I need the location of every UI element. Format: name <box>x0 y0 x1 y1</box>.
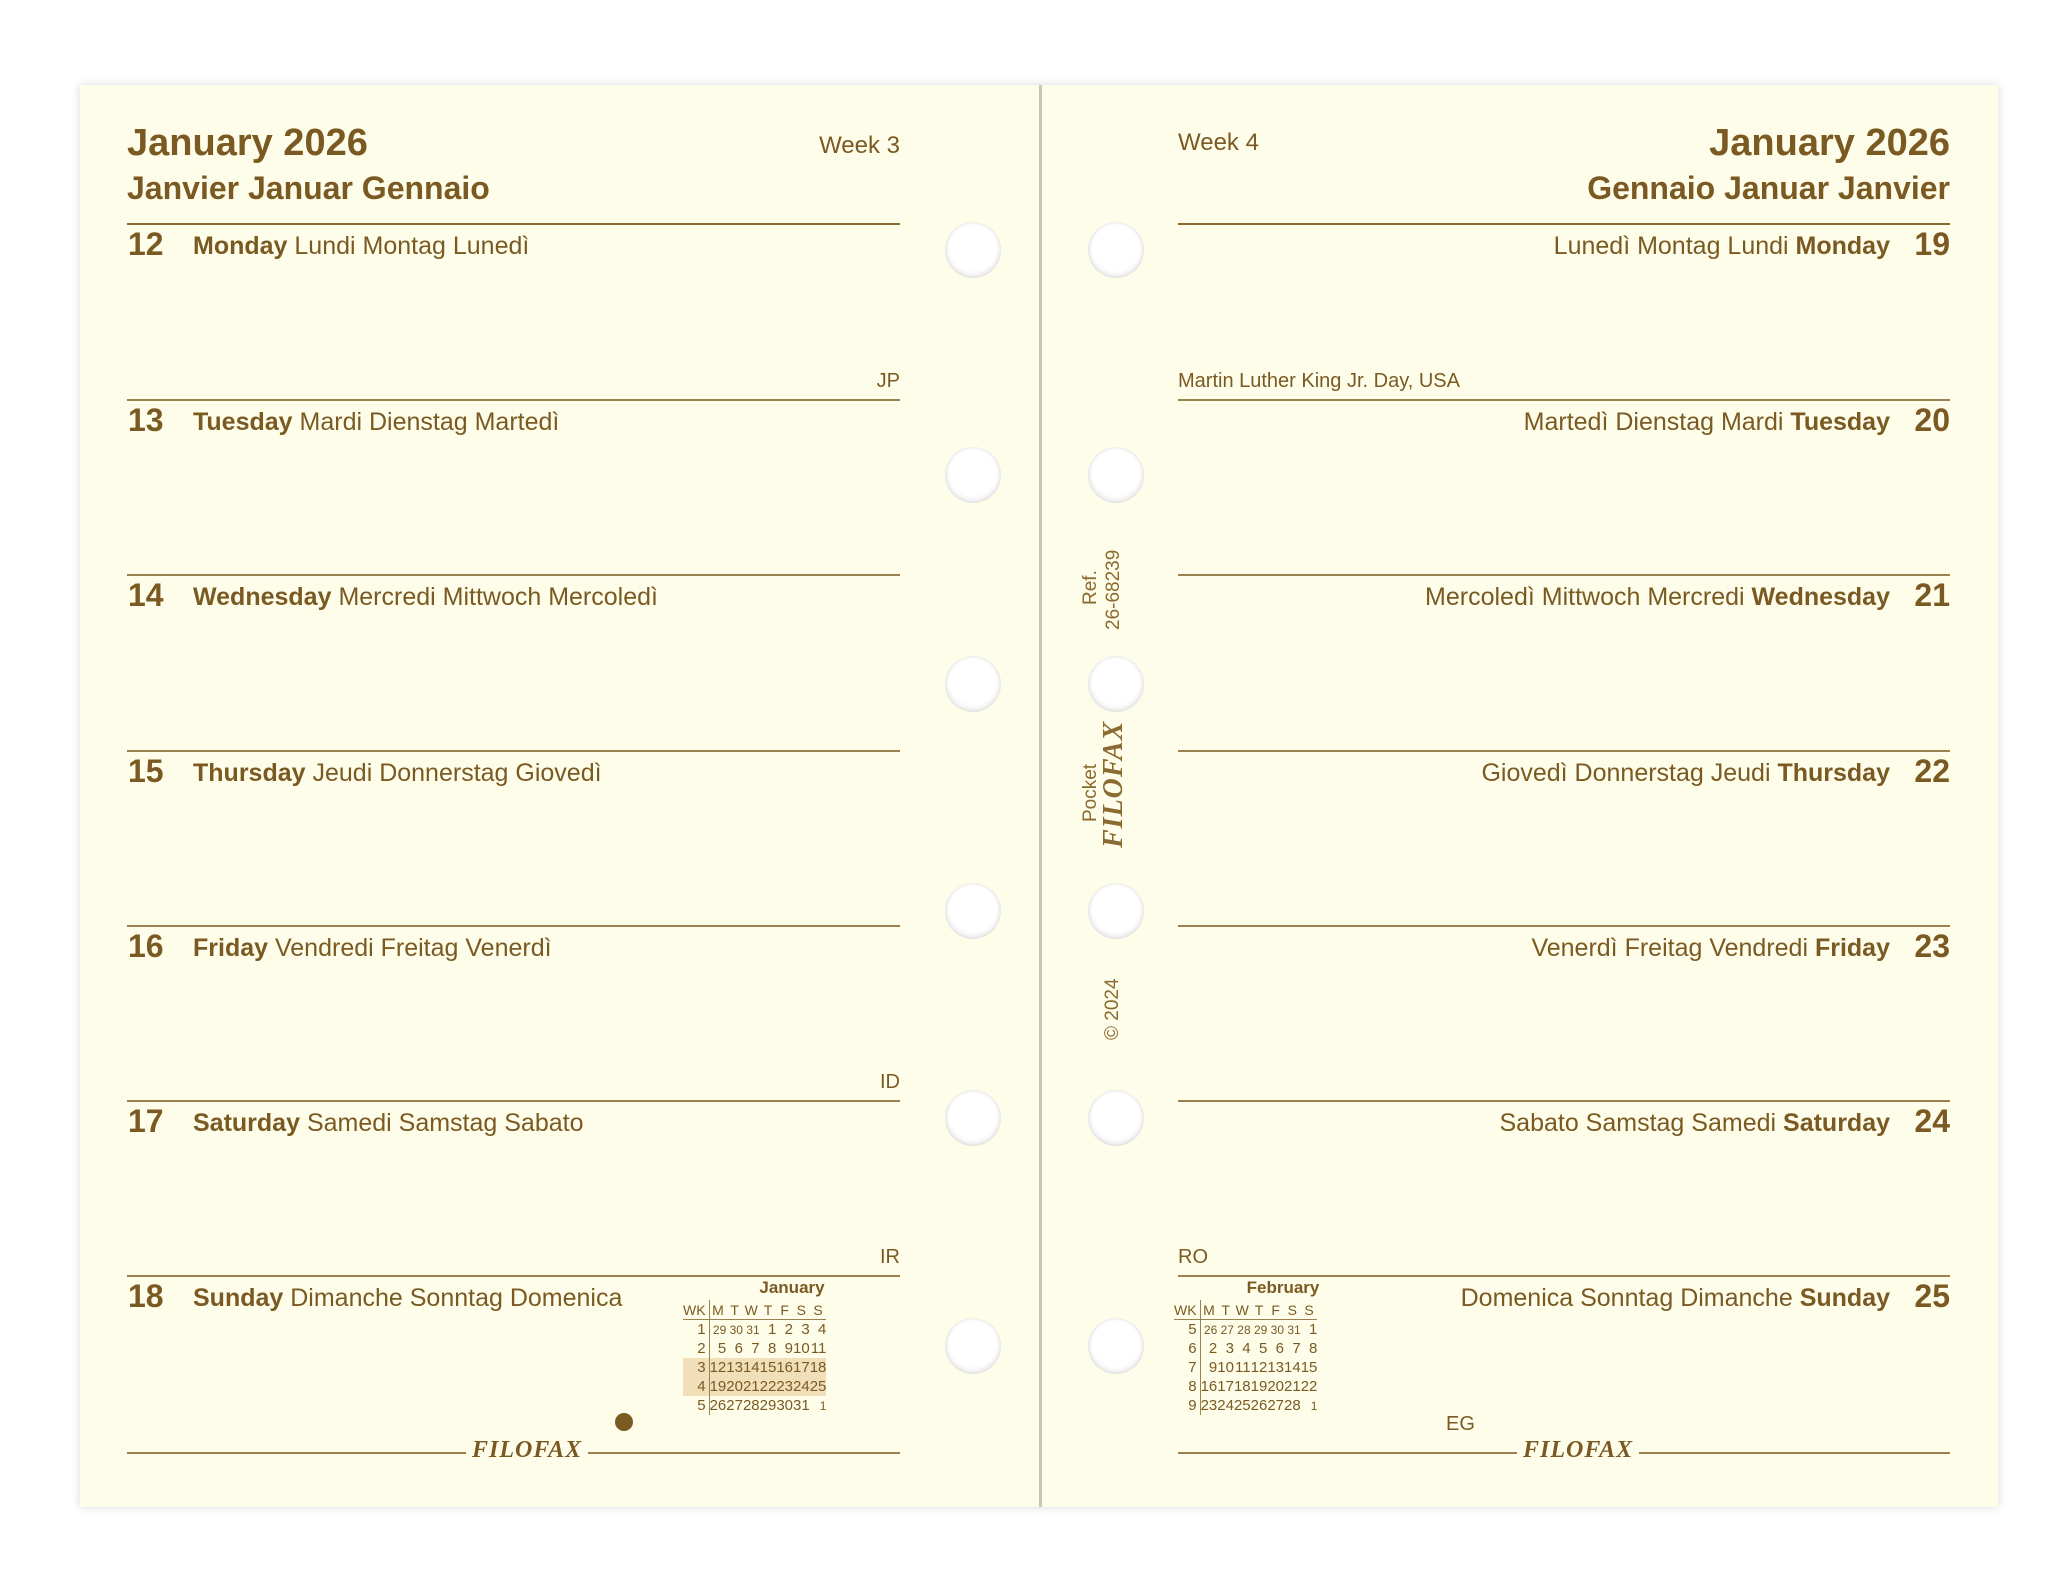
day-number: 21 <box>1914 577 1950 613</box>
date-cell: 21 <box>742 1378 760 1395</box>
date-cell: 16 <box>776 1359 793 1376</box>
day-number: 16 <box>128 928 164 964</box>
page-spine <box>1039 85 1042 1507</box>
day-divider <box>127 1100 900 1102</box>
day-name-english: Saturday <box>1783 1109 1890 1137</box>
day-name-english: Wednesday <box>1751 583 1890 611</box>
date-cell: 14 <box>1284 1359 1301 1376</box>
date-cell: 1 <box>1309 1321 1318 1338</box>
date-cell: 19 <box>709 1378 727 1395</box>
left-month-translations: Janvier Januar Gennaio <box>127 170 490 206</box>
weekday-header: W <box>1235 1301 1249 1318</box>
date-cell: 5 <box>717 1340 727 1357</box>
date-cell: 3 <box>1225 1340 1234 1357</box>
date-cell: 12 <box>1250 1359 1268 1376</box>
day-number: 23 <box>1914 928 1950 964</box>
weekday-header: T <box>760 1300 777 1320</box>
day-name-translations: Lundi Montag Lunedì <box>294 232 530 260</box>
date-cell: 30 <box>729 1322 743 1337</box>
day-name-english: Monday <box>193 232 288 260</box>
day-note: IR <box>880 1246 900 1268</box>
day-name-english: Thursday <box>193 759 306 787</box>
day-name-translations: Jeudi Donnerstag Giovedì <box>312 759 602 787</box>
day-divider <box>1178 399 1950 401</box>
day-name-translations: Lunedì Montag Lundi <box>1553 232 1789 260</box>
day-name-translations: Mardi Dienstag Martedì <box>299 408 560 436</box>
weekday-header: F <box>776 1300 793 1320</box>
date-cell: 10 <box>793 1340 810 1357</box>
week-number: 5 <box>1174 1320 1200 1340</box>
date-cell: 1 <box>819 1398 827 1413</box>
binder-hole <box>945 1318 1001 1374</box>
weekday-header: S <box>793 1300 810 1320</box>
day-name-english: Tuesday <box>1790 408 1890 436</box>
day-number: 24 <box>1914 1103 1950 1139</box>
day-number: 12 <box>128 226 164 262</box>
spine-ref-number: 26-68239 <box>1103 549 1124 630</box>
mini-calendar-week-highlighted <box>683 1358 826 1377</box>
day-name-row <box>193 759 602 788</box>
day-number: 19 <box>1914 226 1950 262</box>
day-name-english: Saturday <box>193 1109 300 1137</box>
day-divider <box>1178 1275 1950 1277</box>
binder-hole <box>945 222 1001 278</box>
day-name-english: Tuesday <box>193 408 293 436</box>
date-cell: 26 <box>709 1397 727 1414</box>
mini-calendar-week-highlighted <box>683 1377 826 1396</box>
date-cell: 4 <box>818 1321 827 1338</box>
wk-header: WK <box>1174 1300 1200 1320</box>
day-note: EG <box>1446 1413 1475 1435</box>
day-divider <box>127 925 900 927</box>
date-cell: 4 <box>1242 1340 1251 1357</box>
date-cell: 29 <box>759 1397 777 1414</box>
week-number: 2 <box>683 1339 709 1358</box>
mini-calendar-week <box>683 1320 826 1340</box>
mini-calendar-grid <box>1174 1300 1317 1415</box>
date-cell: 7 <box>751 1340 760 1357</box>
date-cell: 27 <box>726 1397 743 1414</box>
mini-calendar-week <box>1174 1377 1317 1396</box>
mini-calendar-week <box>1174 1396 1317 1415</box>
weekday-header: M <box>1200 1300 1217 1320</box>
day-note: ID <box>880 1071 900 1093</box>
date-cell: 11 <box>1235 1359 1251 1376</box>
date-cell: 30 <box>776 1397 793 1414</box>
date-cell: 17 <box>1217 1378 1234 1395</box>
weekday-header: F <box>1267 1300 1284 1320</box>
date-cell: 26 <box>1203 1322 1218 1337</box>
right-month-translations: Gennaio Januar Janvier <box>1587 170 1950 206</box>
right-footer-logo: FILOFAX <box>1517 1437 1639 1464</box>
date-cell: 25 <box>809 1378 827 1395</box>
day-name-row <box>1180 232 1890 261</box>
day-number: 22 <box>1914 753 1950 789</box>
day-divider <box>1178 1100 1950 1102</box>
week-number: 6 <box>1174 1339 1200 1358</box>
date-cell: 22 <box>759 1378 777 1395</box>
date-cell: 26 <box>1250 1397 1268 1414</box>
date-cell: 15 <box>759 1359 777 1376</box>
date-cell: 27 <box>1267 1397 1284 1414</box>
weekday-header: T <box>726 1300 743 1320</box>
day-name-translations: Martedì Dienstag Mardi <box>1523 408 1784 436</box>
day-name-english: Thursday <box>1777 759 1890 787</box>
date-cell: 31 <box>746 1322 760 1337</box>
date-cell: 3 <box>801 1321 810 1338</box>
day-name-english: Friday <box>1814 934 1890 962</box>
day-name-row <box>1180 1109 1890 1138</box>
date-cell: 9 <box>784 1340 793 1357</box>
page-marker-dot <box>615 1413 633 1431</box>
day-name-row <box>193 934 552 963</box>
mini-calendar-header <box>1174 1300 1317 1320</box>
day-name-row <box>1180 759 1890 788</box>
day-note: Martin Luther King Jr. Day, USA <box>1178 370 1460 392</box>
spine-product: Pocket <box>1080 763 1101 822</box>
day-name-english: Sunday <box>1799 1284 1890 1312</box>
weekday-header: S <box>1284 1300 1301 1320</box>
date-cell: 23 <box>1200 1397 1218 1414</box>
day-divider <box>1178 574 1950 576</box>
wk-header: WK <box>683 1300 709 1320</box>
weekday-header: W <box>744 1301 758 1318</box>
date-cell: 1 <box>1310 1398 1318 1413</box>
date-cell: 24 <box>793 1378 810 1395</box>
date-cell: 2 <box>784 1321 793 1338</box>
day-divider <box>1178 925 1950 927</box>
binder-hole <box>945 883 1001 939</box>
date-cell: 31 <box>1287 1322 1301 1337</box>
day-name-translations: Vendredi Freitag Venerdì <box>274 934 552 962</box>
date-cell: 11 <box>810 1340 827 1357</box>
day-note: JP <box>876 370 900 392</box>
mini-calendar-week <box>683 1339 826 1358</box>
day-name-translations: Venerdì Freitag Vendredi <box>1531 934 1809 962</box>
day-name-row <box>193 1109 584 1138</box>
date-cell: 6 <box>734 1340 743 1357</box>
day-divider <box>127 750 900 752</box>
left-month-title: January 2026 <box>127 122 368 164</box>
day-name-row <box>193 232 529 261</box>
day-name-translations: Giovedì Donnerstag Jeudi <box>1481 759 1771 787</box>
date-cell: 16 <box>1200 1378 1218 1395</box>
day-name-translations: Mercoledì Mittwoch Mercredi <box>1425 583 1745 611</box>
date-cell: 29 <box>1253 1322 1268 1337</box>
spine-copyright: © 2024 <box>1102 978 1123 1040</box>
day-number: 17 <box>128 1103 164 1139</box>
right-month-title: January 2026 <box>1709 122 1950 164</box>
week-number: 1 <box>683 1320 709 1340</box>
mini-calendar-title: January <box>759 1278 825 1297</box>
day-number: 25 <box>1914 1278 1950 1314</box>
date-cell: 8 <box>767 1340 777 1357</box>
week-number: 5 <box>683 1396 709 1415</box>
date-cell: 25 <box>1233 1397 1251 1414</box>
day-name-row <box>1180 583 1890 612</box>
date-cell: 13 <box>1267 1359 1284 1376</box>
binder-hole <box>945 1090 1001 1146</box>
day-number: 20 <box>1914 402 1950 438</box>
day-name-row <box>1180 408 1890 437</box>
binder-hole <box>1088 1318 1144 1374</box>
date-cell: 28 <box>1284 1397 1301 1414</box>
mini-calendar-week <box>683 1396 826 1415</box>
day-number: 13 <box>128 402 164 438</box>
date-cell: 20 <box>1267 1378 1284 1395</box>
day-divider <box>127 1275 900 1277</box>
binder-hole <box>945 447 1001 503</box>
spine-ref-label: Ref. <box>1080 570 1101 605</box>
date-cell: 1 <box>767 1321 777 1338</box>
week-number: 9 <box>1174 1396 1200 1415</box>
day-name-translations: Samedi Samstag Sabato <box>306 1109 584 1137</box>
mini-calendar-title: February <box>1246 1278 1320 1297</box>
day-name-english: Wednesday <box>193 583 332 611</box>
date-cell: 23 <box>776 1378 793 1395</box>
date-cell: 17 <box>793 1359 810 1376</box>
date-cell: 18 <box>1233 1378 1251 1395</box>
day-name-row <box>1180 934 1890 963</box>
week-number: 4 <box>683 1377 709 1396</box>
date-cell: 18 <box>809 1359 827 1376</box>
date-cell: 2 <box>1208 1340 1218 1357</box>
binder-hole <box>1088 1090 1144 1146</box>
weekday-header: S <box>1301 1300 1318 1320</box>
day-divider <box>127 574 900 576</box>
weekday-header: S <box>810 1300 827 1320</box>
date-cell: 5 <box>1258 1340 1268 1357</box>
day-name-row <box>193 408 559 437</box>
date-cell: 9 <box>1208 1359 1218 1376</box>
date-cell: 29 <box>712 1322 727 1337</box>
date-cell: 21 <box>1284 1378 1301 1395</box>
day-name-english: Sunday <box>193 1284 284 1312</box>
right-header-rule <box>1178 223 1950 225</box>
left-week-label: Week 3 <box>819 132 900 159</box>
date-cell: 24 <box>1217 1397 1234 1414</box>
binder-hole <box>945 656 1001 712</box>
binder-hole <box>1088 222 1144 278</box>
day-name-row <box>193 1284 622 1313</box>
date-cell: 27 <box>1220 1322 1234 1337</box>
left-header-rule <box>127 223 900 225</box>
day-note: RO <box>1178 1246 1208 1268</box>
day-name-translations: Domenica Sonntag Dimanche <box>1460 1284 1793 1312</box>
date-cell: 22 <box>1300 1378 1318 1395</box>
day-number: 14 <box>128 577 164 613</box>
date-cell: 6 <box>1275 1340 1284 1357</box>
date-cell: 19 <box>1250 1378 1268 1395</box>
date-cell: 15 <box>1300 1359 1318 1376</box>
mini-calendar-week <box>1174 1320 1317 1340</box>
mini-calendar-header <box>683 1300 826 1320</box>
date-cell: 28 <box>1237 1322 1251 1337</box>
right-week-label: Week 4 <box>1178 129 1259 156</box>
left-footer-logo: FILOFAX <box>466 1437 588 1464</box>
date-cell: 7 <box>1292 1340 1301 1357</box>
day-name-translations: Sabato Samstag Samedi <box>1499 1109 1777 1137</box>
day-name-translations: Dimanche Sonntag Domenica <box>290 1284 623 1312</box>
date-cell: 8 <box>1309 1340 1318 1357</box>
date-cell: 28 <box>742 1397 760 1414</box>
mini-calendar-week <box>1174 1339 1317 1358</box>
weekday-header: T <box>1251 1300 1268 1320</box>
day-name-english: Monday <box>1795 232 1890 260</box>
day-name-english: Friday <box>193 934 269 962</box>
mini-calendar-grid <box>683 1300 826 1415</box>
binder-hole <box>1088 883 1144 939</box>
date-cell: 12 <box>709 1359 727 1376</box>
date-cell: 10 <box>1217 1359 1234 1376</box>
day-number: 15 <box>128 753 164 789</box>
week-number: 3 <box>683 1358 709 1377</box>
spine-brand-logo: FILOFAX <box>1098 720 1129 848</box>
weekday-header: M <box>709 1300 726 1320</box>
date-cell: 30 <box>1270 1322 1284 1337</box>
binder-hole <box>1088 656 1144 712</box>
date-cell: 13 <box>726 1359 743 1376</box>
day-name-row <box>193 583 658 612</box>
date-cell: 20 <box>726 1378 743 1395</box>
week-number: 7 <box>1174 1358 1200 1377</box>
date-cell: 31 <box>793 1397 810 1414</box>
day-divider <box>1178 750 1950 752</box>
weekday-header: T <box>1217 1300 1234 1320</box>
day-name-row <box>1400 1284 1890 1313</box>
week-number: 8 <box>1174 1377 1200 1396</box>
date-cell: 14 <box>742 1359 760 1376</box>
day-name-translations: Mercredi Mittwoch Mercoledì <box>338 583 658 611</box>
mini-calendar-week <box>1174 1358 1317 1377</box>
binder-hole <box>1088 447 1144 503</box>
day-divider <box>127 399 900 401</box>
day-number: 18 <box>128 1278 164 1314</box>
